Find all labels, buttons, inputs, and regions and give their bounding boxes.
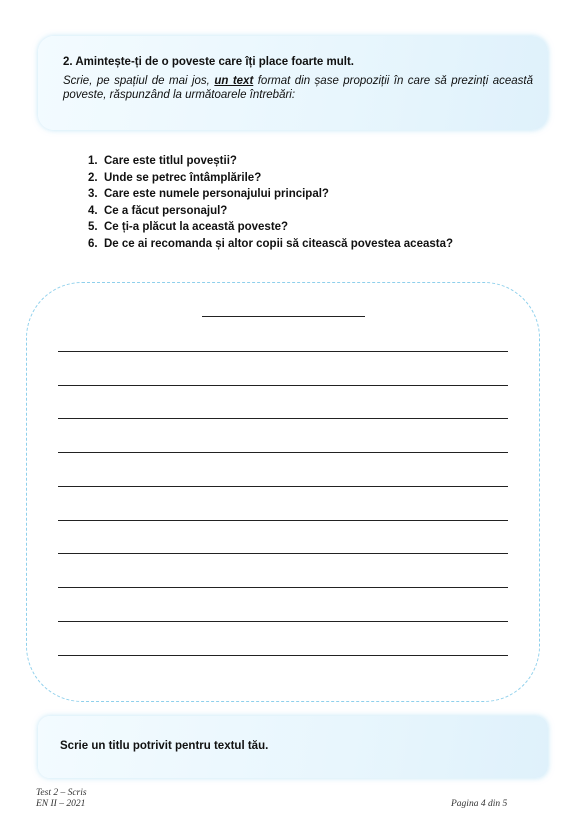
question-number: 3. (88, 188, 98, 201)
question-text: Ce a făcut personajul? (104, 204, 228, 217)
bottom-instruction: Scrie un titlu potrivit pentru textul tău. (60, 740, 269, 752)
writing-line[interactable] (58, 553, 508, 554)
footer-test-label: Test 2 – Scris (36, 788, 87, 798)
question-item (88, 186, 453, 203)
writing-line[interactable] (58, 587, 508, 588)
task-text-highlight: un text (214, 75, 254, 87)
question-item (88, 219, 453, 236)
question-text: Ce ți-a plăcut la această poveste? (104, 221, 289, 234)
question-text: De ce ai recomanda și altor copii să citească povestea aceasta? (104, 237, 454, 250)
task-title: 2. Amintește-ți de o poveste care îți place foarte mult. (63, 56, 354, 68)
question-item (88, 170, 453, 187)
task-instruction-box (38, 36, 548, 130)
writing-line[interactable] (58, 621, 508, 622)
footer-exam-label: EN II – 2021 (36, 799, 86, 809)
task-text (63, 74, 533, 102)
task-text-part1: Scrie, pe spațiul de mai jos, (63, 75, 215, 87)
writing-line[interactable] (58, 418, 508, 419)
question-item (88, 203, 453, 220)
writing-line[interactable] (58, 520, 508, 521)
question-number: 5. (88, 221, 98, 234)
question-item (88, 153, 453, 170)
question-number: 2. (88, 171, 98, 184)
writing-line[interactable] (58, 351, 508, 352)
question-number: 6. (88, 237, 98, 250)
writing-line[interactable] (58, 486, 508, 487)
question-item (88, 236, 453, 253)
task-text-part2: format din șase propoziții în care să prezinți această poveste, răspunzând la următoarele întrebări: (63, 75, 533, 101)
question-number: 1. (88, 155, 98, 167)
question-text: Care este titlul poveștii? (104, 155, 237, 167)
title-writing-line[interactable] (202, 316, 365, 317)
bottom-instruction-box (38, 716, 548, 778)
questions-list (88, 153, 453, 253)
page-number: Pagina 4 din 5 (451, 799, 508, 809)
question-text: Unde se petrec întâmplările? (104, 171, 262, 184)
question-text: Care este numele personajului principal? (104, 188, 329, 201)
writing-line[interactable] (58, 452, 508, 453)
question-number: 4. (88, 204, 98, 217)
writing-area[interactable] (26, 282, 540, 702)
footer-left (36, 788, 87, 810)
writing-line[interactable] (58, 655, 508, 656)
writing-line[interactable] (58, 385, 508, 386)
